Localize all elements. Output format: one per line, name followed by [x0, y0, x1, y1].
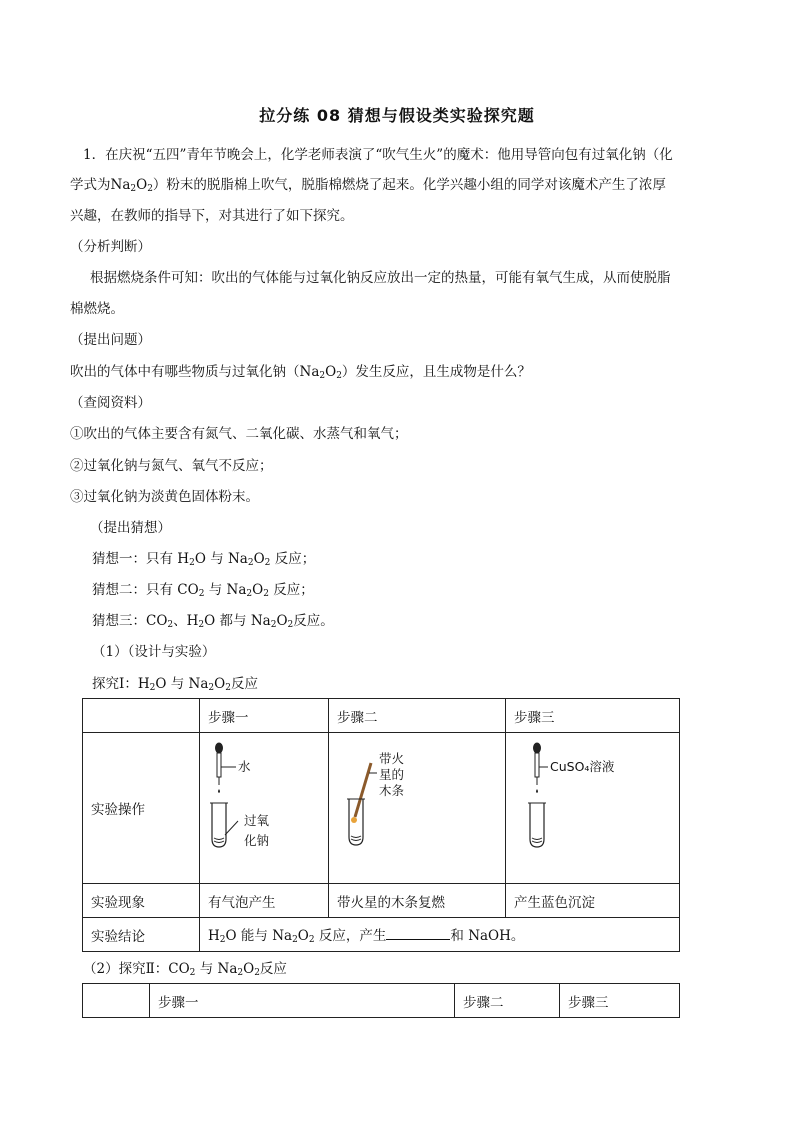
- dropper-water-tube-figure: [200, 733, 326, 879]
- intro-line-3: 兴趣，在教师的指导下，对其进行了如下探究。: [70, 208, 354, 224]
- table2-header-empty: [83, 984, 150, 1018]
- analysis-heading: （分析判断）: [70, 239, 151, 255]
- hypothesis-1: 猜想一：只有 $H_2O$ 与 $Na_2O_2$ 反应；: [92, 551, 316, 568]
- design-heading: （1）（设计与实验）: [92, 644, 216, 660]
- fig2-label-1: 带火: [379, 751, 405, 766]
- table1-header-step2: 步骤二: [329, 699, 506, 733]
- page-title: 拉分练 08 猜想与假设类实验探究题: [259, 106, 535, 125]
- table1-phenomenon-2: 带火星的木条复燃: [329, 884, 506, 918]
- fig2-label-2: 星的: [379, 767, 405, 782]
- fig2-label-3: 木条: [379, 783, 405, 798]
- explore-1-heading: 探究Ⅰ：$H_2O$ 与 $Na_2O_2$反应: [92, 676, 258, 693]
- table1-phenomenon-label: 实验现象: [83, 884, 200, 918]
- info-item-1: ①吹出的气体主要含有氮气、二氧化碳、水蒸气和氧气；: [70, 426, 408, 442]
- hypothesis-heading: （提出猜想）: [90, 520, 171, 536]
- hypothesis-2: 猜想二：只有 $CO_2$ 与 $Na_2O_2$ 反应；: [92, 582, 314, 599]
- explore-2-heading: （2）探究Ⅱ：$CO_2$ 与 $Na_2O_2$反应: [83, 961, 287, 978]
- table2-header-step2: 步骤二: [455, 984, 560, 1018]
- intro-line-2: 学式为$Na_2O_2$）粉末的脱脂棉上吹气，脱脂棉燃烧了起来。化学兴趣小组的同学对该魔术产生了浓厚: [70, 177, 666, 194]
- table1-header-step3: 步骤三: [506, 699, 680, 733]
- experiment-table-2: [82, 983, 680, 1018]
- table1-op-fig3-cell: [506, 733, 680, 884]
- table1-op-fig1-cell: [200, 733, 329, 884]
- dropper-cuso4-tube-figure: [506, 733, 676, 879]
- analysis-line-1: 根据燃烧条件可知：吹出的气体能与过氧化钠反应放出一定的热量，可能有氧气生成，从而使脱脂: [90, 270, 671, 286]
- fig1-label-water: 水: [238, 759, 251, 774]
- table1-conclusion-label: 实验结论: [83, 918, 200, 952]
- question-heading: （提出问题）: [70, 332, 151, 348]
- table2-header-step1: 步骤一: [150, 984, 455, 1018]
- table1-phenomenon-3: 产生蓝色沉淀: [506, 884, 680, 918]
- table1-header-empty: [83, 699, 200, 733]
- analysis-line-2: 棉燃烧。: [70, 301, 124, 317]
- table1-op-label: 实验操作: [83, 733, 200, 884]
- table2-header-step3: 步骤三: [560, 984, 680, 1018]
- experiment-table-1: [82, 698, 680, 952]
- glowing-splint-tube-figure: [329, 733, 497, 879]
- fig1-label-na2o2-b: 化钠: [244, 833, 270, 848]
- table1-op-fig2-cell: [329, 733, 506, 884]
- fig3-label-cuso4: CuSO₄溶液: [550, 759, 615, 774]
- info-heading: （查阅资料）: [70, 395, 151, 411]
- info-item-2: ②过氧化钠与氮气、氧气不反应；: [70, 458, 273, 474]
- hypothesis-3: 猜想三：$CO_2$、$H_2O$ 都与 $Na_2O_2$反应。: [92, 613, 334, 630]
- table1-conclusion: $H_2O$ 能与 $Na_2O_2$ 反应，产生 和 NaOH。: [200, 918, 680, 952]
- table1-phenomenon-1: 有气泡产生: [200, 884, 329, 918]
- fig1-label-na2o2-a: 过氧: [244, 813, 270, 828]
- intro-line-1: 1．在庆祝“五四”青年节晚会上，化学老师表演了“吹气生火”的魔术：他用导管向包有过氧化钠（化: [83, 147, 673, 163]
- answer-blank[interactable]: [386, 927, 450, 940]
- info-item-3: ③过氧化钠为淡黄色固体粉末。: [70, 489, 259, 505]
- question-line: 吹出的气体中有哪些物质与过氧化钠$(Na_2O_2)$发生反应，且生成物是什么？: [70, 364, 531, 381]
- table1-header-step1: 步骤一: [200, 699, 329, 733]
